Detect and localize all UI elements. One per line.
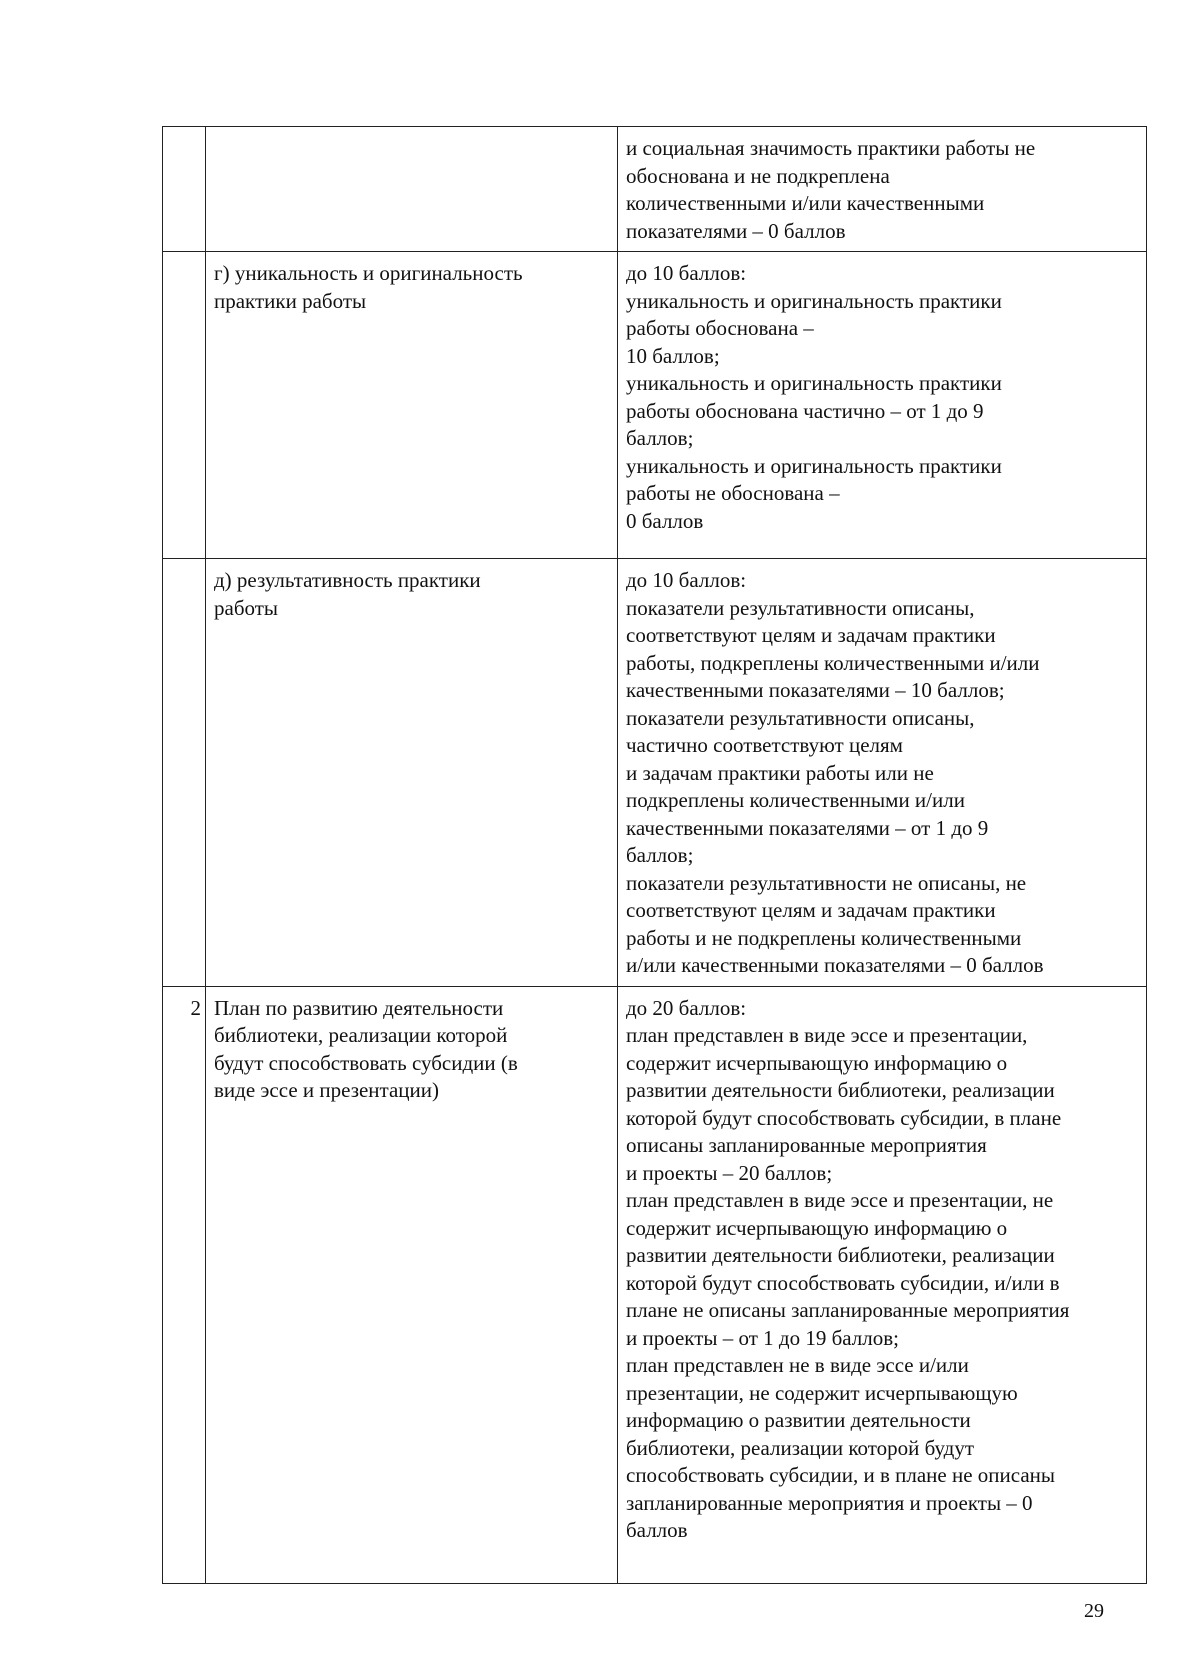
score-line: работы, подкреплены количественными и/или bbox=[626, 650, 1040, 675]
table-row bbox=[163, 252, 1147, 559]
table-row bbox=[163, 559, 1147, 987]
score-line: план представлен в виде эссе и презентации, bbox=[626, 1023, 1028, 1047]
score-line: уникальность и оригинальность практики bbox=[626, 453, 1002, 478]
score-line: библиотеки, реализации которой будут bbox=[626, 1435, 975, 1460]
criterion-line: библиотеки, реализации которой bbox=[214, 1023, 508, 1047]
score-line: обоснована и не подкреплена bbox=[626, 163, 890, 188]
criterion-line: будут способствовать субсидии (в bbox=[214, 1050, 518, 1075]
score-line: частично соответствуют целям bbox=[626, 733, 903, 757]
score-line: 0 баллов bbox=[626, 508, 704, 533]
score-cell bbox=[618, 252, 1147, 559]
criterion-cell bbox=[206, 252, 618, 559]
score-line: показателями – 0 баллов bbox=[626, 218, 846, 243]
row-number-cell bbox=[163, 559, 206, 987]
score-line: содержит исчерпывающую информацию о bbox=[626, 1050, 1008, 1075]
score-line: план представлен в виде эссе и презентации, не bbox=[626, 1188, 1054, 1212]
score-line: способствовать субсидии, и в плане не описаны bbox=[626, 1463, 1055, 1487]
score-line: уникальность и оригинальность практики bbox=[626, 288, 1002, 313]
score-line: качественными показателями – 10 баллов; bbox=[626, 678, 1005, 702]
criterion-line: д) результативность практики bbox=[214, 568, 481, 592]
score-line: показатели результативности не описаны, не bbox=[626, 870, 1027, 895]
score-line: описаны запланированные мероприятия bbox=[626, 1133, 987, 1157]
page-number: 29 bbox=[1084, 1600, 1104, 1622]
score-line: работы и не подкреплены количественными bbox=[626, 925, 1022, 950]
score-line: баллов; bbox=[626, 426, 694, 450]
row-number-cell bbox=[163, 127, 206, 252]
score-line: и проекты – от 1 до 19 баллов; bbox=[626, 1325, 899, 1350]
score-line: и социальная значимость практики работы не bbox=[626, 136, 1036, 160]
criterion-cell bbox=[206, 127, 618, 252]
score-line: и задачам практики работы или не bbox=[626, 760, 934, 785]
criterion-line: работы bbox=[214, 595, 279, 620]
score-line: информацию о развитии деятельности bbox=[626, 1408, 971, 1432]
score-line: развитии деятельности библиотеки, реализации bbox=[626, 1078, 1055, 1102]
criterion-cell bbox=[206, 986, 618, 1583]
score-cell bbox=[618, 986, 1147, 1583]
score-line: подкреплены количественными и/или bbox=[626, 788, 965, 812]
score-line: соответствуют целям и задачам практики bbox=[626, 898, 996, 922]
score-cell bbox=[618, 127, 1147, 252]
score-line: количественными и/или качественными bbox=[626, 191, 985, 215]
criterion-line: виде эссе и презентации) bbox=[214, 1078, 440, 1102]
score-line: развитии деятельности библиотеки, реализации bbox=[626, 1243, 1055, 1267]
score-line: показатели результативности описаны, bbox=[626, 705, 975, 730]
score-line: баллов; bbox=[626, 843, 694, 867]
score-line: которой будут способствовать субсидии, и/или в bbox=[626, 1270, 1060, 1295]
score-line: содержит исчерпывающую информацию о bbox=[626, 1215, 1008, 1240]
score-line: плане не описаны запланированные мероприятия bbox=[626, 1298, 1070, 1322]
score-line: качественными показателями – от 1 до 9 bbox=[626, 815, 989, 840]
row-number-cell: 2 bbox=[163, 986, 206, 1583]
row-number-cell bbox=[163, 252, 206, 559]
score-line: соответствуют целям и задачам практики bbox=[626, 623, 996, 647]
table-row bbox=[163, 986, 1147, 1583]
score-line: до 20 баллов: bbox=[626, 995, 747, 1020]
score-line: презентации, не содержит исчерпывающую bbox=[626, 1380, 1018, 1405]
score-line: работы обоснована – bbox=[626, 316, 814, 340]
criterion-line: г) уникальность и оригинальность bbox=[214, 261, 523, 285]
score-line: до 10 баллов: bbox=[626, 261, 747, 285]
score-line: до 10 баллов: bbox=[626, 568, 747, 592]
score-line: и проекты – 20 баллов; bbox=[626, 1160, 833, 1185]
table-row bbox=[163, 127, 1147, 252]
score-line: которой будут способствовать субсидии, в плане bbox=[626, 1105, 1062, 1130]
score-line: работы не обоснована – bbox=[626, 481, 840, 505]
score-line: уникальность и оригинальность практики bbox=[626, 371, 1002, 395]
score-cell bbox=[618, 559, 1147, 987]
criterion-line: практики работы bbox=[214, 288, 367, 313]
score-line: запланированные мероприятия и проекты – 0 bbox=[626, 1490, 1033, 1515]
score-line: показатели результативности описаны, bbox=[626, 595, 975, 620]
criterion-line: План по развитию деятельности bbox=[214, 995, 504, 1020]
score-line: план представлен не в виде эссе и/или bbox=[626, 1353, 969, 1377]
criterion-cell bbox=[206, 559, 618, 987]
score-line: и/или качественными показателями – 0 баллов bbox=[626, 953, 1044, 977]
score-line: работы обоснована частично – от 1 до 9 bbox=[626, 398, 984, 423]
score-line: 10 баллов; bbox=[626, 343, 720, 368]
criteria-table bbox=[162, 126, 1147, 1584]
score-line: баллов bbox=[626, 1518, 688, 1542]
